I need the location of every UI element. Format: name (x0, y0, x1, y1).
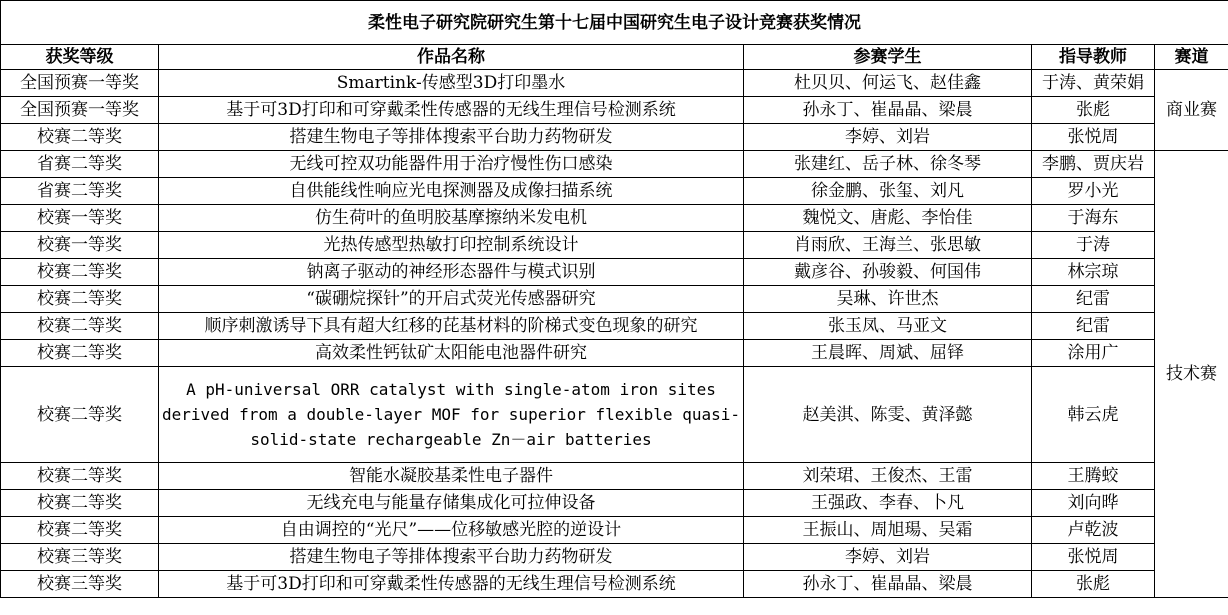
work-title: 自供能线性响应光电探测器及成像扫描系统 (159, 178, 744, 205)
advisor-names: 张彪 (1032, 97, 1155, 124)
work-title: Smartink-传感型3D打印墨水 (159, 70, 744, 97)
table-row (1, 367, 1228, 463)
work-title: 仿生荷叶的鱼明胶基摩擦纳米发电机 (159, 205, 744, 232)
advisor-names: 纪雷 (1032, 286, 1155, 313)
advisor-names: 涂用广 (1032, 340, 1155, 367)
advisor-names: 张彪 (1032, 571, 1155, 598)
advisor-names: 纪雷 (1032, 313, 1155, 340)
award-level: 省赛二等奖 (1, 178, 159, 205)
advisor-names: 韩云虎 (1032, 367, 1155, 463)
advisor-names: 刘向晔 (1032, 490, 1155, 517)
work-title: “碳硼烷探针”的开启式荧光传感器研究 (159, 286, 744, 313)
table-row (1, 232, 1228, 259)
award-level: 校赛二等奖 (1, 313, 159, 340)
advisor-names: 于涛 (1032, 232, 1155, 259)
table-title: 柔性电子研究院研究生第十七届中国研究生电子设计竞赛获奖情况 (1, 1, 1228, 45)
table-row (1, 571, 1228, 598)
award-level: 校赛一等奖 (1, 205, 159, 232)
table-row (1, 490, 1228, 517)
table-row (1, 205, 1228, 232)
student-names: 戴彦谷、孙骏毅、何国伟 (744, 259, 1032, 286)
student-names: 李婷、刘岩 (744, 544, 1032, 571)
award-level: 校赛二等奖 (1, 340, 159, 367)
work-title: 顺序刺激诱导下具有超大红移的芘基材料的阶梯式变色现象的研究 (159, 313, 744, 340)
student-names: 王晨晖、周斌、屈铎 (744, 340, 1032, 367)
table-row (1, 544, 1228, 571)
title-row (1, 1, 1228, 45)
work-title: 无线充电与能量存储集成化可拉伸设备 (159, 490, 744, 517)
track-tech: 技术赛 (1155, 151, 1228, 598)
advisor-names: 张悦周 (1032, 544, 1155, 571)
work-title: 搭建生物电子等排体搜索平台助力药物研发 (159, 124, 744, 151)
header-students: 参赛学生 (744, 45, 1032, 70)
table-row (1, 178, 1228, 205)
work-title: 无线可控双功能器件用于治疗慢性伤口感染 (159, 151, 744, 178)
student-names: 赵美淇、陈雯、黄泽懿 (744, 367, 1032, 463)
advisor-names: 于涛、黄荣娟 (1032, 70, 1155, 97)
advisor-names: 王腾蛟 (1032, 463, 1155, 490)
work-title: 基于可3D打印和可穿戴柔性传感器的无线生理信号检测系统 (159, 571, 744, 598)
award-level: 全国预赛一等奖 (1, 70, 159, 97)
work-title: 光热传感型热敏打印控制系统设计 (159, 232, 744, 259)
student-names: 张玉凤、马亚文 (744, 313, 1032, 340)
track-business: 商业赛 (1155, 70, 1228, 151)
advisor-names: 张悦周 (1032, 124, 1155, 151)
table-row (1, 340, 1228, 367)
advisor-names: 卢乾波 (1032, 517, 1155, 544)
award-level: 校赛一等奖 (1, 232, 159, 259)
award-level: 校赛三等奖 (1, 544, 159, 571)
student-names: 王强政、李春、卜凡 (744, 490, 1032, 517)
work-title: 搭建生物电子等排体搜索平台助力药物研发 (159, 544, 744, 571)
table-row (1, 286, 1228, 313)
table-row (1, 463, 1228, 490)
advisor-names: 林宗琼 (1032, 259, 1155, 286)
work-title: 钠离子驱动的神经形态器件与模式识别 (159, 259, 744, 286)
award-level: 校赛二等奖 (1, 124, 159, 151)
award-level: 全国预赛一等奖 (1, 97, 159, 124)
student-names: 吴琳、许世杰 (744, 286, 1032, 313)
student-names: 杜贝贝、何运飞、赵佳鑫 (744, 70, 1032, 97)
award-level: 校赛二等奖 (1, 259, 159, 286)
table-row (1, 97, 1228, 124)
work-title: 自由调控的“光尺”——位移敏感光腔的逆设计 (159, 517, 744, 544)
student-names: 孙永丁、崔晶晶、梁晨 (744, 571, 1032, 598)
student-names: 魏悦文、唐彪、李怡佳 (744, 205, 1032, 232)
header-level: 获奖等级 (1, 45, 159, 70)
student-names: 张建红、岳子林、徐冬琴 (744, 151, 1032, 178)
award-level: 校赛二等奖 (1, 517, 159, 544)
header-work: 作品名称 (159, 45, 744, 70)
header-advisor: 指导教师 (1032, 45, 1155, 70)
table-row (1, 313, 1228, 340)
award-level: 校赛二等奖 (1, 490, 159, 517)
table-row (1, 124, 1228, 151)
award-level: 校赛二等奖 (1, 463, 159, 490)
table-row (1, 259, 1228, 286)
student-names: 徐金鹏、张玺、刘凡 (744, 178, 1032, 205)
student-names: 孙永丁、崔晶晶、梁晨 (744, 97, 1032, 124)
student-names: 王振山、周旭瑒、吴霜 (744, 517, 1032, 544)
work-title: 基于可3D打印和可穿戴柔性传感器的无线生理信号检测系统 (159, 97, 744, 124)
header-track: 赛道 (1155, 45, 1228, 70)
student-names: 李婷、刘岩 (744, 124, 1032, 151)
award-level: 校赛二等奖 (1, 367, 159, 463)
table-row (1, 151, 1228, 178)
header-row (1, 45, 1228, 70)
work-title: 智能水凝胶基柔性电子器件 (159, 463, 744, 490)
work-title: 高效柔性钙钛矿太阳能电池器件研究 (159, 340, 744, 367)
award-level: 校赛三等奖 (1, 571, 159, 598)
advisor-names: 于海东 (1032, 205, 1155, 232)
student-names: 肖雨欣、王海兰、张思敏 (744, 232, 1032, 259)
advisor-names: 李鹏、贾庆岩 (1032, 151, 1155, 178)
award-level: 校赛二等奖 (1, 286, 159, 313)
work-title: A pH-universal ORR catalyst with single-atom iron sites derived from a double-layer MOF for superior flexible quasi-solid-state rechargeable Zn－air batteries (159, 367, 744, 463)
award-level: 省赛二等奖 (1, 151, 159, 178)
table-row (1, 517, 1228, 544)
student-names: 刘荣珺、王俊杰、王雷 (744, 463, 1032, 490)
advisor-names: 罗小光 (1032, 178, 1155, 205)
table-row (1, 70, 1228, 97)
